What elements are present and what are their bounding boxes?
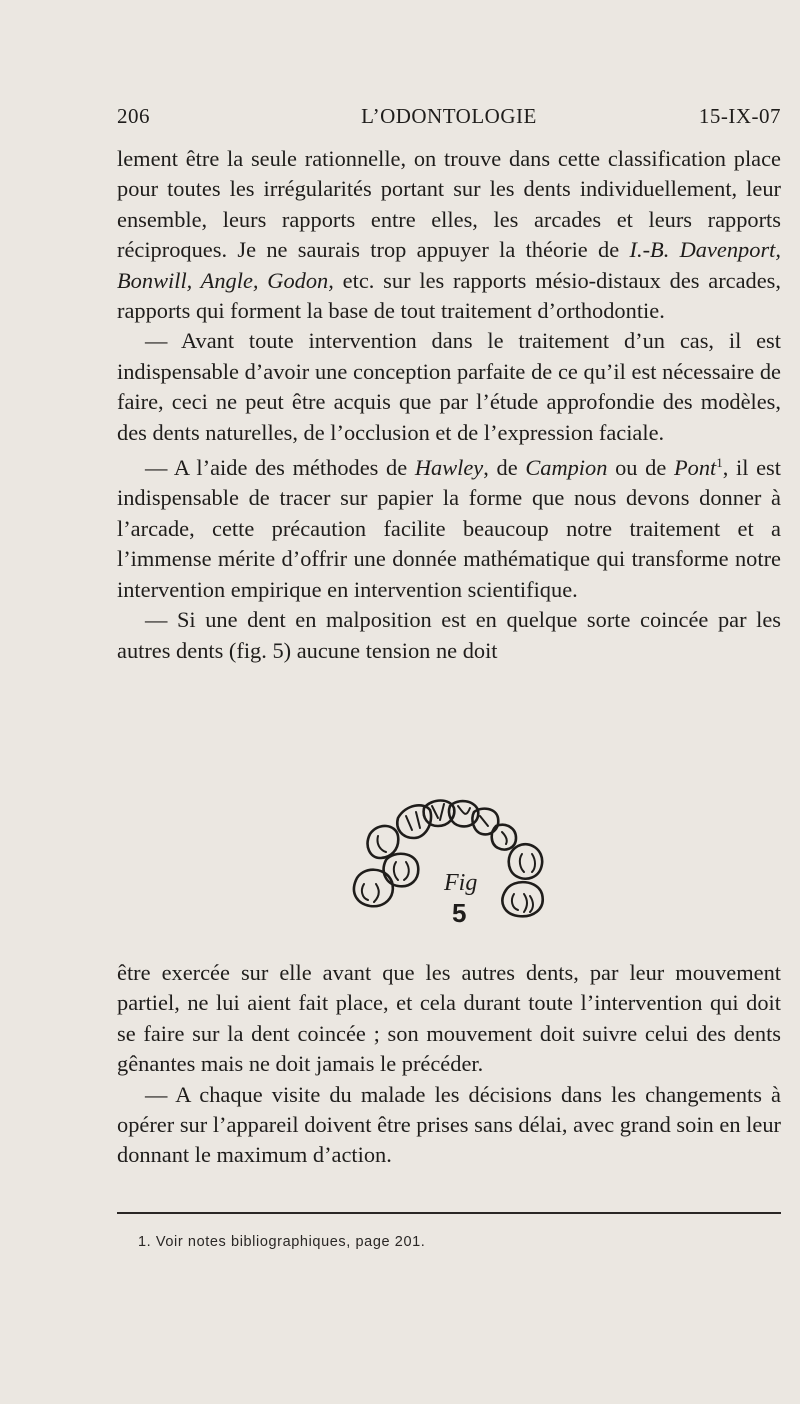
running-head: [117, 104, 781, 134]
figure-label-fig: Fig: [444, 870, 478, 896]
paragraph-4: — Si une dent en malposition est en quelque sorte coincée par les autres dents (fig. 5) aucune tension ne doit: [117, 607, 781, 663]
paragraph-5: être exercée sur elle avant que les autres dents, par leur mouvement partiel, ne lui aient fait place, et cela durant toute l’intervention qui doit se faire sur la dent coincée ; son mouvement doit suivre celui des dents gênantes mais ne doit jamais le précéder.: [117, 960, 781, 1077]
paragraph-3-text-c: ou de: [607, 455, 674, 481]
name-campion: Campion: [525, 455, 608, 481]
journal-title: L’ODONTOLOGIE: [361, 104, 537, 128]
author-names: I.-B. Davenport, Bonwill, Angle, Godon,: [117, 237, 781, 293]
paragraph-1-text-b: etc. sur les rapports mésio-distaux des arcades, rapports qui forment la base de tout traitement d’orthodontie.: [117, 267, 781, 324]
figure-5-dental-arch-sketch: [340, 796, 550, 936]
paragraph-3-text-d: , il est indispensable de tracer sur papier la forme que nous devons donner à l’arcade, cette précaution facilite beaucoup notre traitement et a l’immense mérite d’offrir une donnée mathématique qui transforme notre intervention empirique en intervention scientifique.: [117, 455, 781, 602]
paragraph-1-text-a: lement être la seule rationnelle, on trouve dans cette classification place pour toutes les irrégularités portant sur les dents individuellement, leur ensemble, leurs rapports entre elles, les arcades et leurs rapports réciproques. Je ne saurais trop appuyer la théorie de: [117, 146, 781, 263]
footnote-divider: [117, 1212, 781, 1214]
paragraph-3-text-b: , de: [483, 455, 526, 481]
paragraph-2: — Avant toute intervention dans le traitement d’un cas, il est indispensable d’avoir une conception parfaite de ce qu’il est nécessaire de faire, ceci ne peut être acquis que par l’étude approfondie des modèles, des dents naturelles, de l’occlusion et de l’expression faciale.: [117, 328, 781, 445]
footnote-reference: 1: [716, 455, 723, 471]
issue-date: 15-IX-07: [698, 104, 781, 128]
paragraph-6: — A chaque visite du malade les décisions dans les changements à opérer sur l’appareil doivent être prises sans délai, avec grand soin en leur donnant le maximum d’action.: [117, 1081, 781, 1168]
paragraph-3-text-a: — A l’aide des méthodes de: [145, 455, 415, 481]
figure-label-number: 5: [452, 898, 467, 928]
paragraph-1: [117, 144, 781, 326]
paragraph-3: [117, 448, 781, 605]
name-pont: Pont: [673, 455, 717, 481]
text-block-upper: [117, 144, 781, 666]
name-hawley: Hawley: [414, 455, 484, 481]
footnote: 1. Voir notes bibliographiques, page 201.: [138, 1234, 426, 1250]
page-number: 206: [117, 104, 150, 128]
text-block-lower: [117, 958, 781, 1171]
